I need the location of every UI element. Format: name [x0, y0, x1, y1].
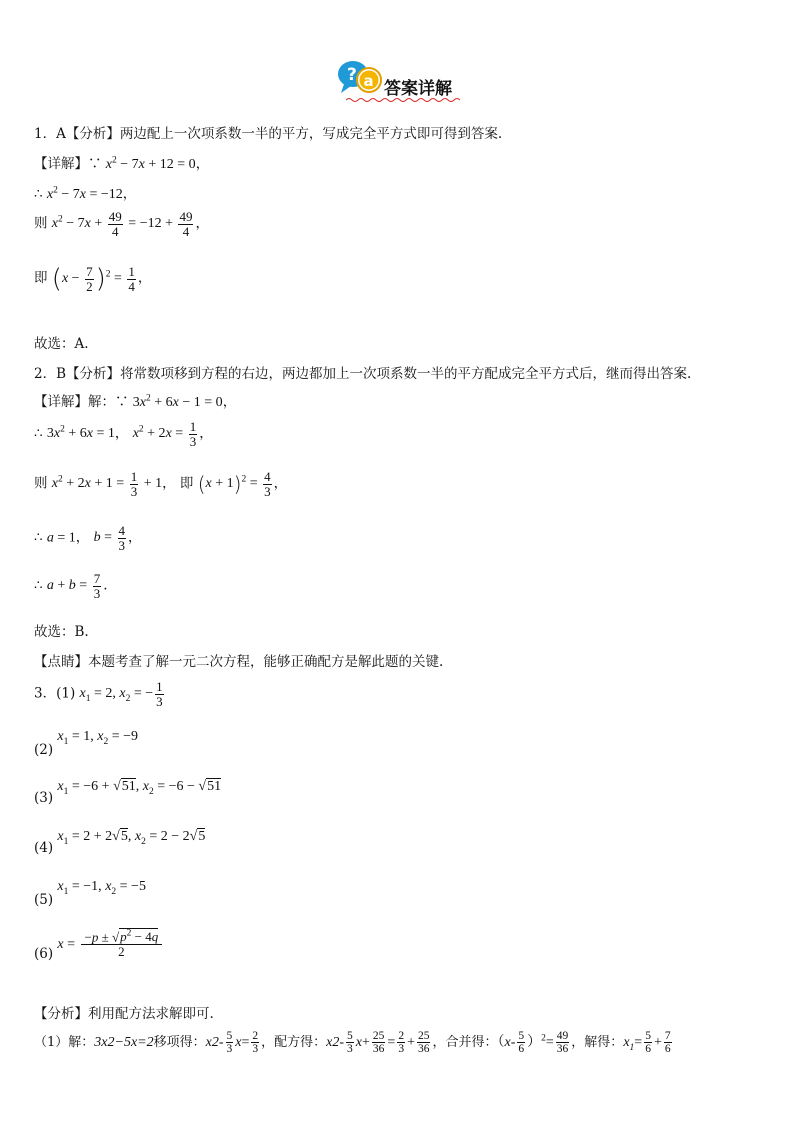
p2-step-3: ∴ a = 1， b = $\frac{4}{3}$ ，	[34, 523, 142, 553]
equation: $x_1 = 1$, $x_2 = -9$	[57, 729, 139, 747]
p2-step-1: ∴ $3x^2 + 6x = 1$， $x^2 + 2x$ = $\frac{1}{3}$ ，	[34, 419, 213, 449]
answer-header	[336, 58, 466, 102]
qa-bubble-icon	[336, 58, 384, 102]
equation: $3x^2 + 6x = 1$	[46, 424, 115, 442]
p1-choice: 故选：A.	[34, 336, 89, 352]
p3-answer-3: (3) $x_1 = -6 + √51$, $x_2 = -6 - √51$	[34, 779, 222, 806]
equation: b = $\frac{4}{3}$	[93, 523, 125, 553]
p2-comment: 【点睛】本题考查了解一元二次方程，能够正确配方是解此题的关键.	[34, 654, 444, 670]
p3-answer-4: (4) $x_1 = 2 + 2√5$, $x_2 = 2 - 2√5$	[34, 829, 206, 856]
equation: $x_1 = -1$, $x_2 = -5$	[57, 879, 146, 897]
p1-step-1: ∴ $x^2 - 7x = -12$，	[34, 185, 137, 202]
p2-detail-line: 【详解】解：∵ $3x^2 + 6x - 1 = 0$，	[34, 393, 237, 410]
equation: （x- $\frac{5}{6}$ ）$^2$= $\frac{49}{36}$	[497, 1030, 569, 1056]
equation: $x^2 - 7x$ + $\frac{49}{4}$ = −12 + $\frac{49}{4}$	[51, 209, 193, 239]
page-title: 答案详解	[384, 79, 452, 99]
p3-answer-5: (5) $x_1 = -1$, $x_2 = -5$	[34, 879, 146, 908]
p1-analysis: 1．A【分析】两边配上一次项系数一半的平方，写成完全平方式即可得到答案.	[34, 126, 503, 142]
equation: x2- $\frac{5}{3}$ x+ $\frac{25}{36}$ = $\frac{2}{3}$ + $\frac{25}{36}$	[326, 1030, 430, 1056]
spellcheck-underline	[346, 97, 461, 102]
equation: $x^2 - 7x + 12 = 0$	[105, 155, 196, 172]
p2-choice: 故选：B.	[34, 624, 89, 640]
p2-analysis: 2．B【分析】将常数项移到方程的右边，两边都加上一次项系数一半的平方配成完全平方式后，继而得出答案.	[34, 366, 692, 382]
svg-text:a: a	[363, 72, 374, 90]
p3-answer-6: (6) x = $\frac{-p \pm √p^2 - 4q}{2}$	[34, 930, 164, 959]
equation: $x^2 + 2x + 1$ = $\frac{1}{3}$ + 1	[51, 469, 163, 499]
equation: $x_1 = 2 + 2√5$, $x_2 = 2 - 2√5$	[57, 829, 206, 847]
p3-analysis: 【分析】利用配方法求解即可.	[34, 1006, 214, 1022]
p3-solution-1: （1）解：3x2−5x=2移项得：x2- $\frac{5}{3}$ x= $\frac{2}{3}$ ，配方得：x2- $\frac{5}{3}$ x+ $\frac{25}{36}$ = $\frac{2}{3}$ + $\frac{25}{36}$ ，合并得：（x- $\frac{5}{6}$ ）$^2$= $\frac{49}{36}$ ，解得：$x_1=$ $\frac{5}{6}$ + $\frac{7}{6}$	[34, 1030, 674, 1055]
svg-text:?: ?	[347, 65, 357, 85]
equation: a + b = $\frac{7}{3}$	[46, 571, 101, 601]
equation: $x_1 = 2$, $x_2$ = − $\frac{1}{3}$	[79, 679, 163, 709]
p1-detail-line: 【详解】∵ $x^2 - 7x + 12 = 0$，	[34, 155, 210, 172]
equation: x = $\frac{-p \pm √p^2 - 4q}{2}$	[57, 937, 164, 952]
p2-step-2: 则 $x^2 + 2x + 1$ = $\frac{1}{3}$ + 1， 即 $(x + 1)^2$ = $\frac{4}{3}$ ，	[34, 469, 288, 499]
p2-step-4: ∴ a + b = $\frac{7}{3}$ .	[34, 571, 108, 601]
equation: $x_1 = -6 + √51$, $x_2 = -6 - √51$	[57, 779, 222, 797]
equation: (x − $\frac{7}{2}$ )$^2$ = $\frac{1}{4}$	[51, 263, 135, 294]
equation: $(x + 1)^2$ = $\frac{4}{3}$	[197, 469, 271, 499]
equation: a = 1	[46, 530, 76, 546]
p1-step-3: 即 (x − $\frac{7}{2}$ )$^2$ = $\frac{1}{4}$ ，	[34, 263, 152, 294]
equation: $x_1=$ $\frac{5}{6}$ + $\frac{7}{6}$	[623, 1030, 671, 1056]
p3-answer-1: 3．(1) $x_1 = 2$, $x_2$ = − $\frac{1}{3}$	[34, 680, 166, 708]
equation: $3x^2 + 6x - 1 = 0$	[132, 393, 223, 410]
equation: $x^2 + 2x$ = $\frac{1}{3}$	[132, 419, 197, 449]
equation: $x^2 - 7x = -12$	[46, 185, 123, 202]
p3-answer-2: (2) $x_1 = 1$, $x_2 = -9$	[34, 729, 139, 758]
p1-step-2: 则 $x^2 - 7x$ + $\frac{49}{4}$ = −12 + $\frac{49}{4}$ ，	[34, 209, 209, 239]
equation: x2- $\frac{5}{3}$ x= $\frac{2}{3}$	[205, 1030, 259, 1056]
